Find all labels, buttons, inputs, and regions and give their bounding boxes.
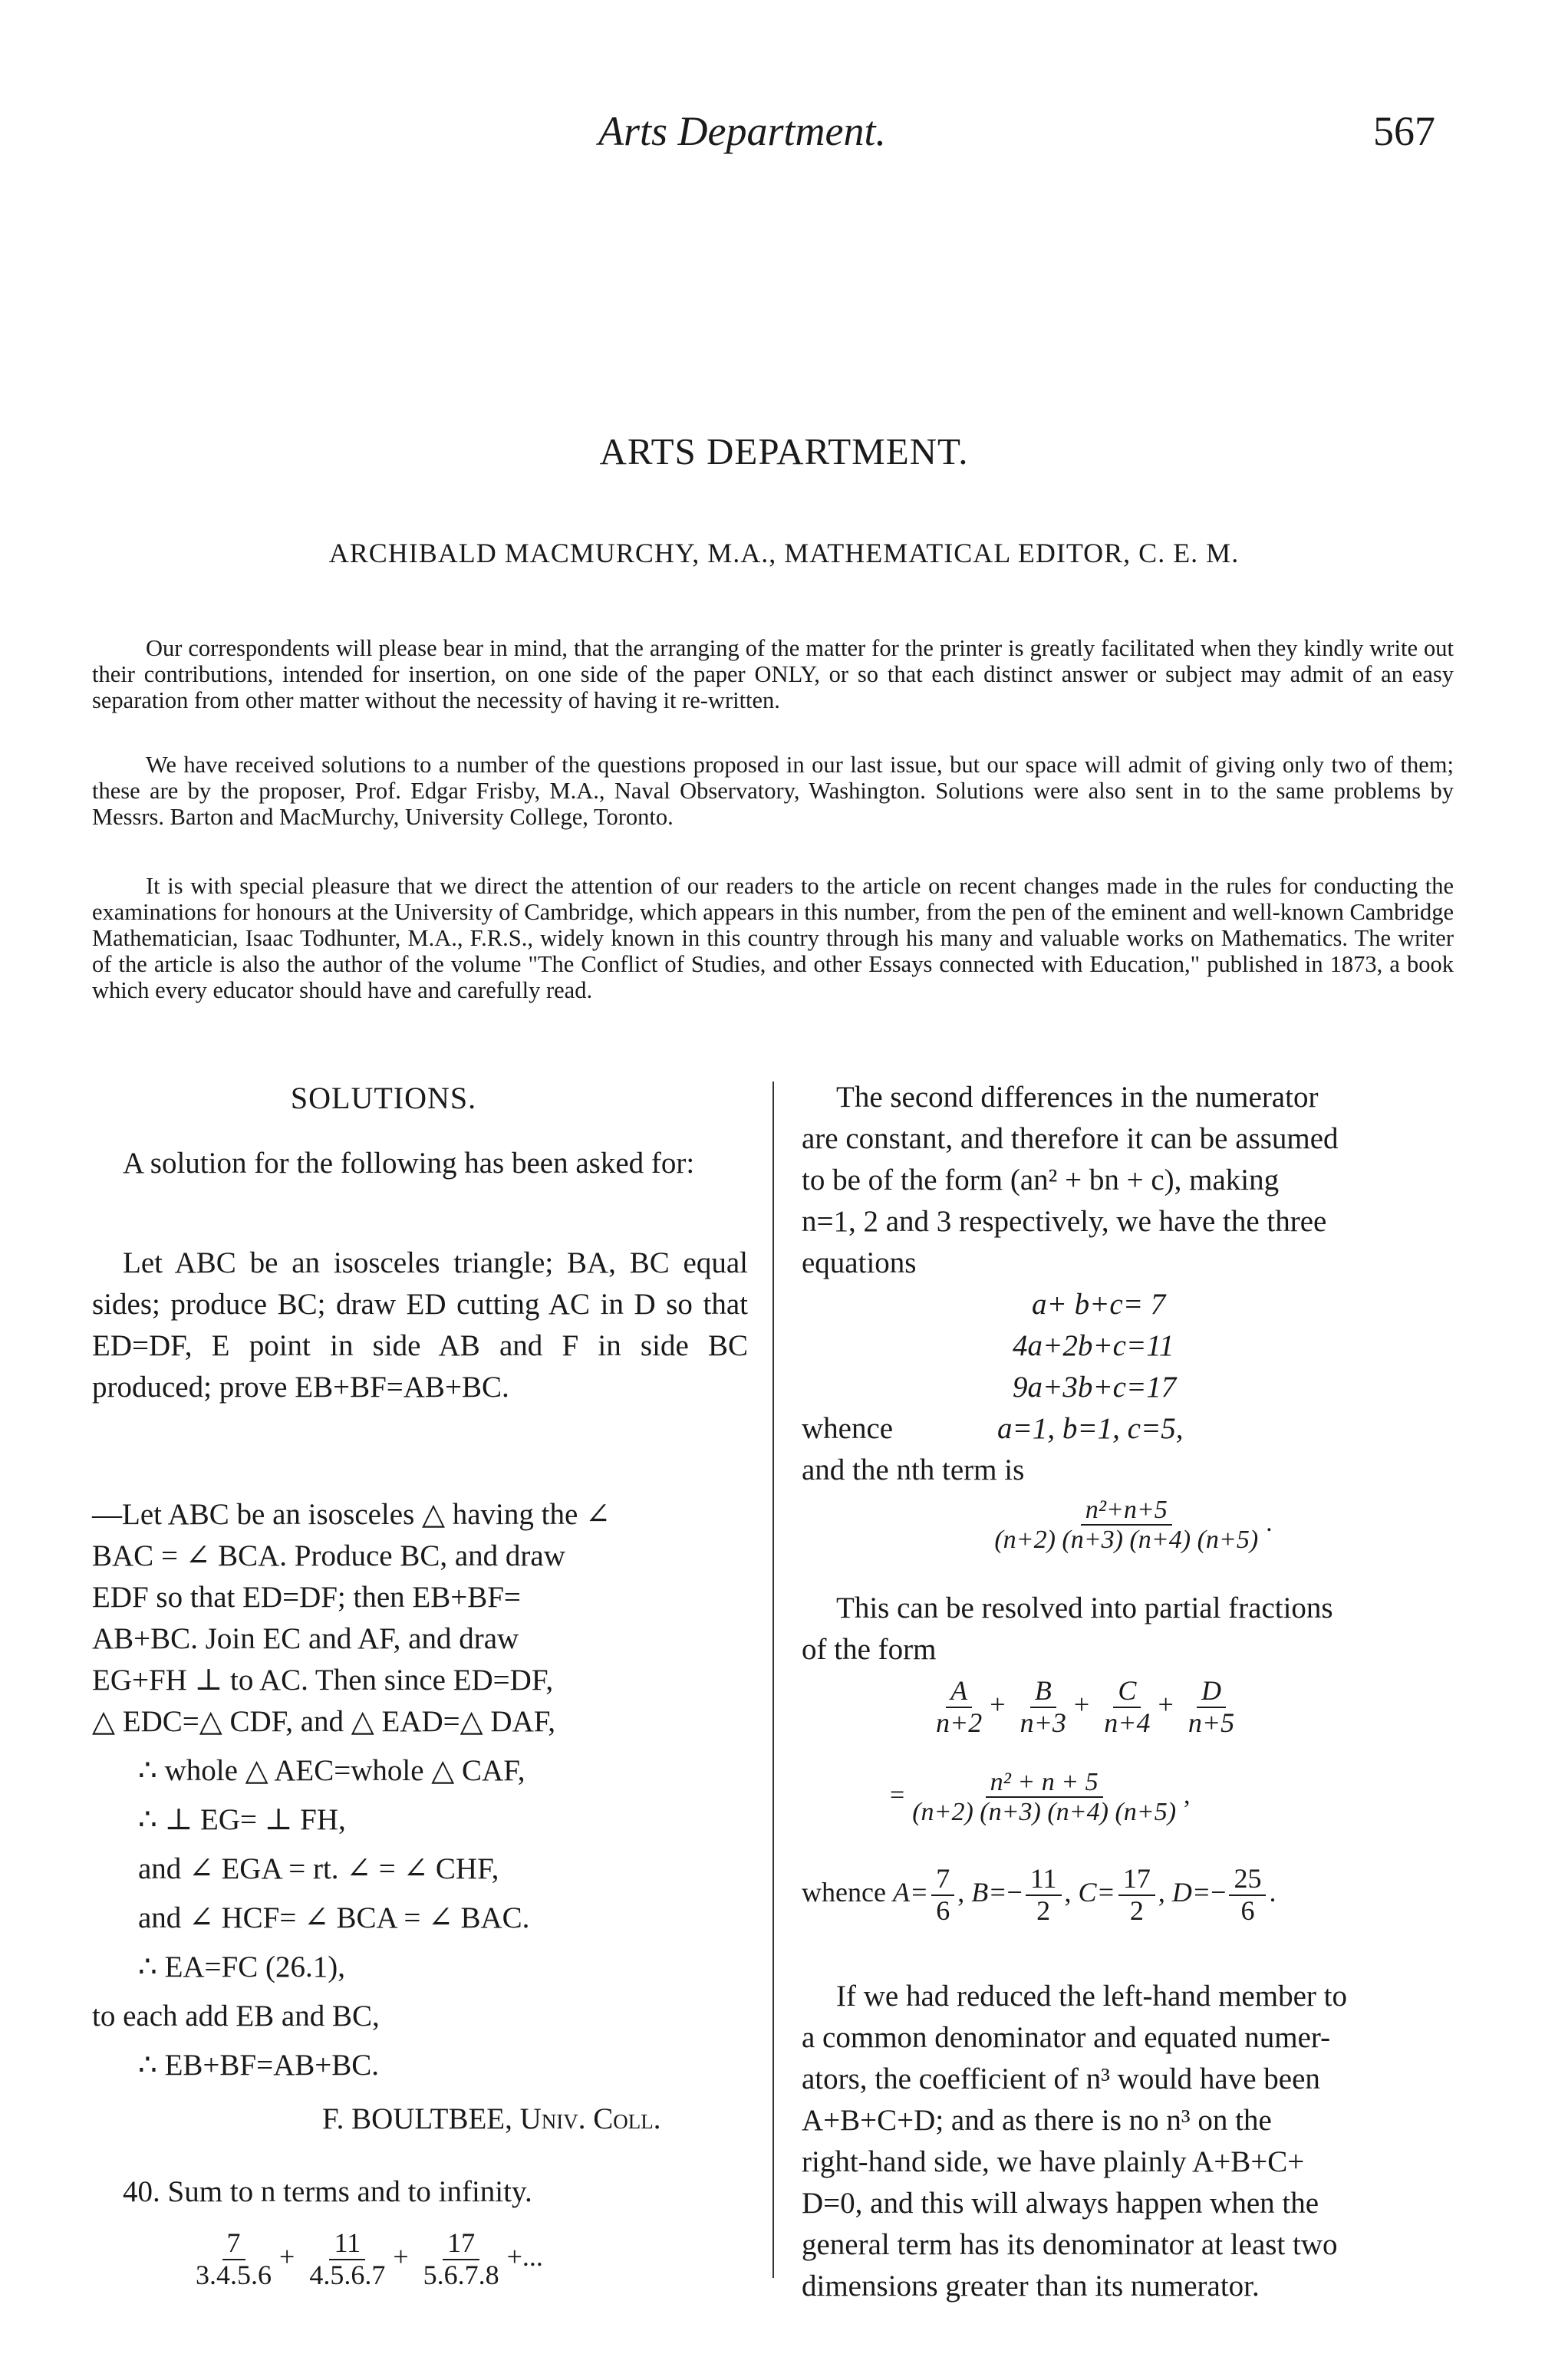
solution-line: and ∠ EGA = rt. ∠ = ∠ CHF,: [138, 1852, 499, 1885]
solution-line: and ∠ HCF= ∠ BCA = ∠ BAC.: [138, 1901, 530, 1934]
right-text-line: If we had reduced the left-hand member to: [836, 1980, 1347, 2013]
right-text-line: general term has its denominator at least two: [802, 2228, 1338, 2261]
right-text-line: ators, the coefficient of n³ would have been: [802, 2062, 1320, 2095]
whence-values: a=1, b=1, c=5,: [997, 1412, 1184, 1445]
equals-expression: = $\frac{\text{n² + n + 5}}{(n+2) (n+3) (n+4) (n+5)}$ ,: [890, 1768, 1191, 1827]
nth-term-expression: $\frac{\text{n²+n+5}}{(n+2) (n+3) (n+4) (n+5)}$ .: [802, 1496, 1458, 1555]
solution-line: EDF so that ED=DF; then EB+BF=: [92, 1581, 521, 1614]
series-term: $\frac{11}{4.5.6.7}$: [309, 2227, 386, 2290]
partial-fraction: $\frac{C}{n+4}$: [1104, 1675, 1151, 1738]
series-term: $\frac{17}{5.6.7.8}$: [423, 2227, 499, 2290]
solution-line: △ EDC=△ CDF, and △ EAD=△ DAF,: [92, 1705, 556, 1738]
solution-line: ∴ whole △ AEC=whole △ CAF,: [138, 1754, 525, 1787]
solution-line: EG+FH ⊥ to AC. Then since ED=DF,: [92, 1664, 554, 1697]
question-40: 40. Sum to n terms and to infinity.: [123, 2175, 532, 2208]
whence-constants: whence A= $\frac{7}{6}$ , B=− $\frac{11}{2}$ , C= $\frac{17}{2}$ , D=− $\frac{25}{6}$ .: [802, 1863, 1276, 1926]
right-text-line: to be of the form (an² + bn + c), making: [802, 1164, 1280, 1197]
solution-line: to each add EB and BC,: [92, 2000, 380, 2033]
notice-paragraph: Our correspondents will please bear in mind, that the arranging of the matter for the printer is greatly facilitated when they kindly write out their contributions, intended for insertion, on one side of the paper ONLY, or so that each distinct answer or subject may admit of an easy separation from other matter without the necessity of having it re-written.: [92, 635, 1454, 713]
constant-fraction: $\frac{25}{6}$: [1229, 1864, 1266, 1926]
whence-label: whence: [802, 1412, 894, 1445]
equation: 4a+2b+c=11: [1013, 1329, 1174, 1362]
series-tail: +...: [506, 2240, 543, 2272]
section-title: ARTS DEPARTMENT.: [599, 430, 969, 472]
solutions-intro: A solution for the following has been asked for:: [123, 1147, 695, 1180]
page-number: 567: [1373, 108, 1435, 154]
series-term: $\frac{7}{3.4.5.6}$: [196, 2227, 272, 2290]
solution-line: BAC = ∠ BCA. Produce BC, and draw: [92, 1539, 565, 1572]
right-text-line: A+B+C+D; and as there is no n³ on the: [802, 2104, 1272, 2137]
solution-line: —Let ABC be an isosceles △ having the ∠: [92, 1498, 611, 1531]
constant-fraction: $\frac{7}{6}$: [931, 1864, 954, 1926]
nth-term-fraction: $\frac{\text{n²+n+5}}{(n+2) (n+3) (n+4) (n+5)}$: [994, 1496, 1259, 1555]
problem-statement: Let ABC be an isosceles triangle; BA, BC equal sides; produce BC; draw ED cutting AC in D so that ED=DF, E point in side AB and F in side BC produced; prove EB+BF=AB+BC.: [92, 1246, 748, 1404]
right-text-line: are constant, and therefore it can be assumed: [802, 1122, 1339, 1155]
equation: 9a+3b+c=17: [1013, 1371, 1177, 1404]
partial-fractions: $\frac{A}{n+2}$ + $\frac{B}{n+3}$ + $\frac{C}{n+4}$ + $\frac{D}{n+5}$: [928, 1676, 1242, 1738]
right-text-line: equations: [802, 1246, 917, 1279]
series-expression: $\frac{7}{3.4.5.6}$ + $\frac{11}{4.5.6.7}$ + $\frac{17}{5.6.7.8}$ +...: [188, 2228, 543, 2290]
right-text-line: n=1, 2 and 3 respectively, we have the three: [802, 1205, 1327, 1238]
equals-fraction: $\frac{\text{n² + n + 5}}{(n+2) (n+3) (n+4) (n+5)}$: [912, 1768, 1177, 1827]
right-text-line: The second differences in the numerator: [836, 1081, 1319, 1114]
right-text-line: D=0, and this will always happen when the: [802, 2187, 1319, 2220]
constant-fraction: $\frac{17}{2}$: [1118, 1864, 1155, 1926]
notice-paragraph: It is with special pleasure that we direct the attention of our readers to the article on recent changes made in the rules for conducting the examinations for honours at the University of Cambridge, which appears in this number, from the pen of the eminent and well-known Cambridge Mathematician, Isaac Todhunter, M.A., F.R.S., widely known in this country through his many and valuable works on Mathematics. The writer of the article is also the author of the volume "The Conflict of Studies, and other Essays connected with Education," published in 1873, a book which every educator should have and carefully read.: [92, 873, 1454, 1003]
right-text-line: of the form: [802, 1633, 937, 1666]
solution-line: ∴ EB+BF=AB+BC.: [138, 2049, 380, 2082]
constant-fraction: $\frac{11}{2}$: [1026, 1864, 1062, 1926]
nth-term-line: and the nth term is: [802, 1453, 1025, 1486]
solutions-heading: SOLUTIONS.: [290, 1081, 477, 1115]
signature: F. BOULTBEE, Univ. Coll.: [322, 2102, 661, 2135]
right-text-line: right-hand side, we have plainly A+B+C+: [802, 2145, 1305, 2178]
column-divider: [772, 1081, 774, 2278]
running-title: Arts Department.: [598, 108, 886, 154]
solution-line: ∴ EA=FC (26.1),: [138, 1950, 345, 1983]
notice-paragraph: We have received solutions to a number of the questions proposed in our last issue, but our space will admit of giving only two of them; these are by the proposer, Prof. Edgar Frisby, M.A., Naval Observatory, Washington. Solutions were also sent in to the same problems by Messrs. Barton and MacMurchy, University College, Toronto.: [92, 752, 1454, 830]
solution-line: ∴ ⊥ EG= ⊥ FH,: [138, 1803, 346, 1836]
right-text-line: a common denominator and equated numer-: [802, 2021, 1331, 2054]
partial-fraction: $\frac{A}{n+2}$: [936, 1675, 983, 1738]
editor-line: ARCHIBALD MACMURCHY, M.A., MATHEMATICAL EDITOR, C. E. M.: [328, 538, 1240, 568]
equation: a+ b+c= 7: [1032, 1288, 1166, 1321]
partial-fraction: $\frac{D}{n+5}$: [1188, 1675, 1235, 1738]
right-text-line: This can be resolved into partial fractions: [836, 1592, 1333, 1625]
right-text-line: dimensions greater than its numerator.: [802, 2270, 1260, 2303]
partial-fraction: $\frac{B}{n+3}$: [1020, 1675, 1066, 1738]
solution-line: AB+BC. Join EC and AF, and draw: [92, 1622, 519, 1655]
